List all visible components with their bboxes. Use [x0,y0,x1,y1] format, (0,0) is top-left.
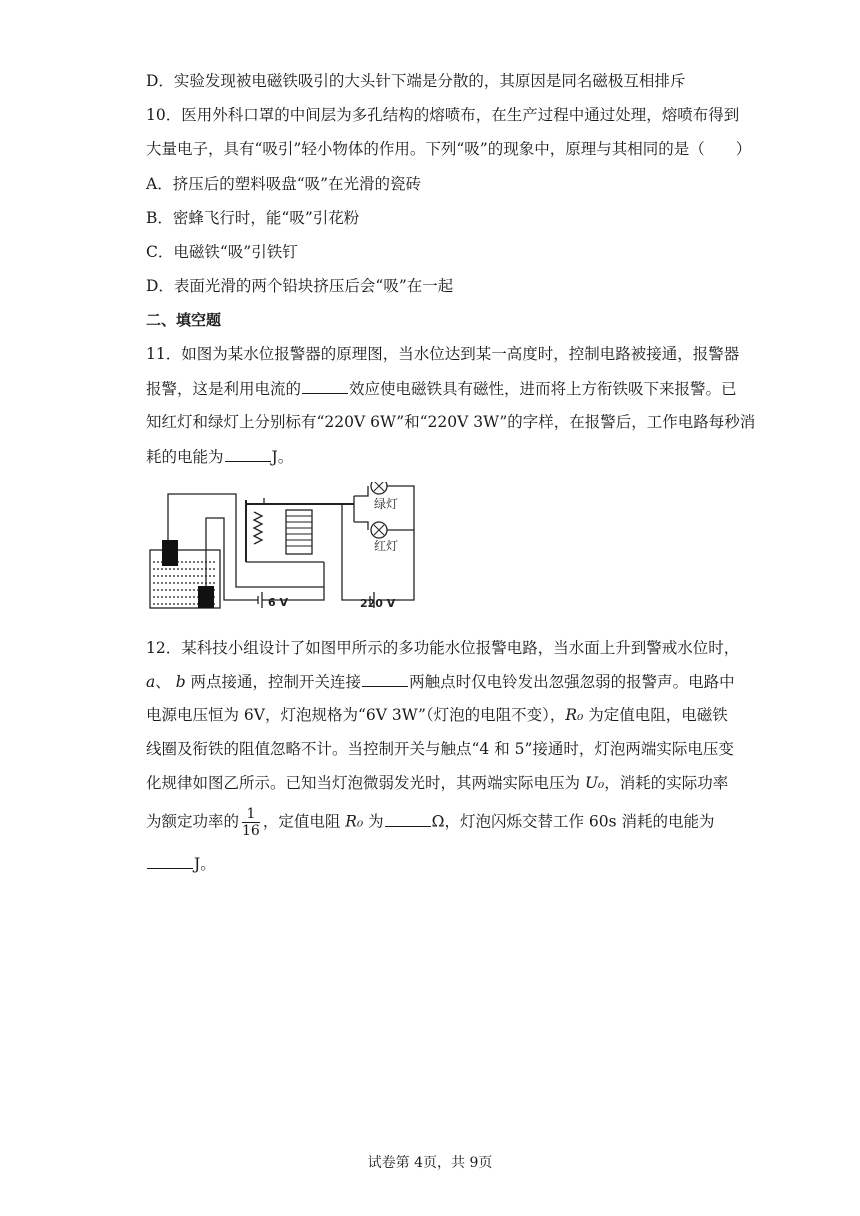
q11-line-2-text-b: 效应使电磁铁具有磁性，进而将上方衔铁吸下来报警。已 [349,380,737,398]
q9-option-d: D．实验发现被电磁铁吸引的大头针下端是分散的，其原因是同名磁极互相排斥 [146,72,686,90]
work-voltage-label: 220 V [360,597,396,610]
q12-line-6-text-a: 为额定功率的 [146,812,240,831]
answer-blank[interactable] [385,811,431,827]
separator: 、 [155,673,176,691]
q11-line-3: 知红灯和绿灯上分别标有“220V 6W”和“220V 3W”的字样，在报警后，工作电路每秒消 [146,413,756,431]
q12-line-6-text-d: Ω，灯泡闪烁交替工作 60s 消耗的电能为 [431,812,715,831]
fraction-one-sixteenth [242,806,260,839]
q12-line-7-text: J。 [194,855,216,873]
electromagnet [286,510,312,554]
q12-line-6 [146,806,715,839]
q10-option-c: C．电磁铁“吸”引铁钉 [146,243,298,261]
q12-line-2-text-a: 两点接通，控制开关连接 [185,673,362,691]
green-lamp-icon [371,482,387,494]
r0-symbol: R₀ [565,706,584,724]
control-voltage-label: 6 V [268,596,288,609]
point-a-label: a [146,673,156,691]
red-lamp-label: 红灯 [374,539,399,553]
green-lamp-label: 绿灯 [374,497,399,511]
lower-electrode [198,586,214,608]
r0-symbol: R₀ [345,812,364,831]
q11-line-2 [146,378,737,399]
u0-symbol: U₀ [584,774,605,792]
q12-line-5-text-a: 化规律如图乙所示。已知当灯泡微弱发光时，其两端实际电压为 [146,774,585,792]
answer-blank[interactable] [302,378,348,394]
q11-line-4-text-b: J。 [271,448,294,466]
q12-line-7 [146,853,216,874]
q11-line-2-text-a: 报警，这是利用电流的 [146,380,302,398]
page-footer: 试卷第 4页，共 9页 [367,1155,493,1171]
q12-line-4: 线圈及衔铁的阻值忽略不计。当控制开关与触点“4 和 5”接通时，灯泡两端实际电压变 [146,740,734,758]
q10-option-a: A．挤压后的塑料吸盘“吸”在光滑的瓷砖 [146,175,422,193]
q12-line-3 [146,705,728,725]
section-heading: 二、填空题 [146,311,222,329]
q11-line-4-text-a: 耗的电能为 [146,448,224,466]
answer-blank[interactable] [225,446,271,462]
q10-stem-line-1: 10．医用外科口罩的中间层为多孔结构的熔喷布，在生产过程中通过处理，熔喷布得到 [146,106,740,124]
q12-line-5 [146,773,728,793]
q10-option-b: B．密蜂飞行时，能“吸”引花粉 [146,209,360,227]
fraction-numerator: 1 [242,806,260,823]
q12-line-6-text-c: 为 [363,812,384,831]
spring [254,512,262,544]
q12-line-2 [146,671,735,692]
water-level-alarm-circuit-diagram [146,482,426,612]
answer-blank[interactable] [362,671,408,687]
q10-option-d: D．表面光滑的两个铅块挤压后会“吸”在一起 [146,277,454,295]
point-b-label: b [175,673,186,691]
q12-line-2-text-b: 两触点时仅电铃发出忽强忽弱的报警声。电路中 [409,673,735,691]
q12-line-5-text-b: ，消耗的实际功率 [604,774,729,792]
q12-line-6-text-b: ，定值电阻 [262,812,346,831]
q10-stem-line-2: 大量电子，具有“吸引”轻小物体的作用。下列“吸”的现象中，原理与其相同的是（ ） [146,140,752,158]
upper-electrode [162,540,178,566]
fraction-denominator: 16 [242,823,260,839]
q12-line-3-text-b: 为定值电阻，电磁铁 [583,706,728,724]
q12-line-3-text-a: 电源电压恒为 6V，灯泡规格为“6V 3W”（灯泡的电阻不变）， [146,706,566,724]
q11-line-1: 11．如图为某水位报警器的原理图，当水位达到某一高度时，控制电路被接通，报警器 [146,345,740,363]
q11-line-4 [146,446,293,467]
answer-blank[interactable] [147,853,193,869]
q12-line-1: 12．某科技小组设计了如图甲所示的多功能水位报警电路，当水面上升到警戒水位时， [146,639,740,657]
